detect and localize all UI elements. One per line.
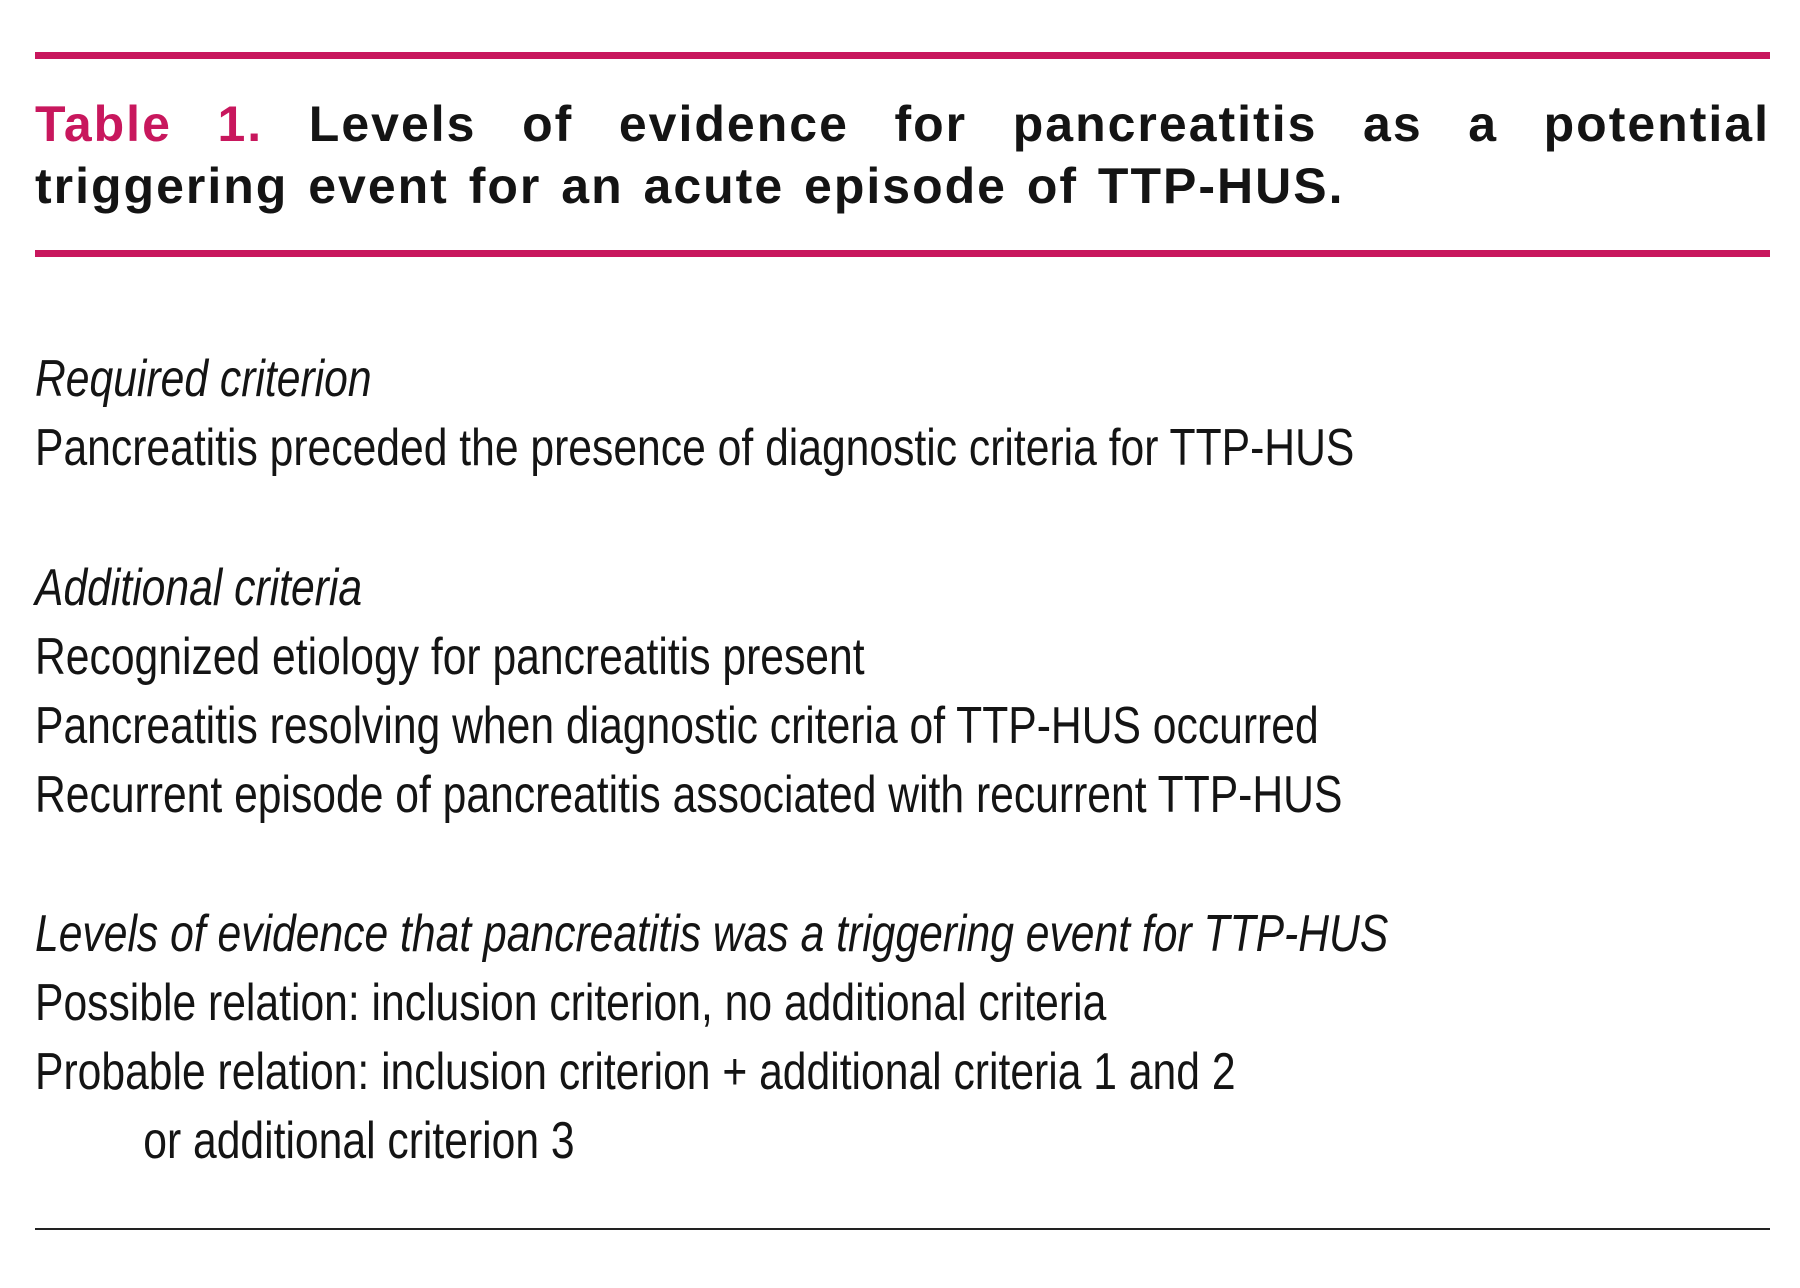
- required-criterion-line: Pancreatitis preceded the presence of diagnostic criteria for TTP-HUS: [35, 419, 1355, 477]
- level-possible-relation: Possible relation: inclusion criterion, no additional criteria: [35, 974, 1107, 1032]
- table-caption-label: Table 1.: [35, 96, 264, 152]
- additional-criterion-1: Recognized etiology for pancreatitis present: [35, 628, 865, 686]
- table-caption-text: Levels of evidence for pancreatitis as a potential triggering event for an acute episode of TTP-HUS.: [35, 96, 1770, 214]
- caption-bottom-rule: [35, 250, 1770, 257]
- additional-criterion-2: Pancreatitis resolving when diagnostic criteria of TTP-HUS occurred: [35, 697, 1319, 755]
- top-rule: [35, 52, 1770, 59]
- additional-criterion-3: Recurrent episode of pancreatitis associated with recurrent TTP-HUS: [35, 766, 1343, 824]
- section-additional-criteria: [35, 554, 1770, 830]
- section-heading-levels: Levels of evidence that pancreatitis was a triggering event for TTP-HUS: [35, 905, 1389, 963]
- table-page: [35, 0, 1770, 1288]
- level-probable-relation-continued: or additional criterion 3: [143, 1112, 575, 1170]
- bottom-rule: [35, 1228, 1770, 1230]
- section-heading-required: Required criterion: [35, 350, 372, 408]
- section-heading-additional: Additional criteria: [35, 559, 363, 617]
- section-levels-of-evidence: [35, 900, 1770, 1176]
- level-probable-relation: Probable relation: inclusion criterion + additional criteria 1 and 2: [35, 1043, 1236, 1101]
- section-required-criterion: [35, 345, 1770, 483]
- table-caption: [35, 93, 1770, 217]
